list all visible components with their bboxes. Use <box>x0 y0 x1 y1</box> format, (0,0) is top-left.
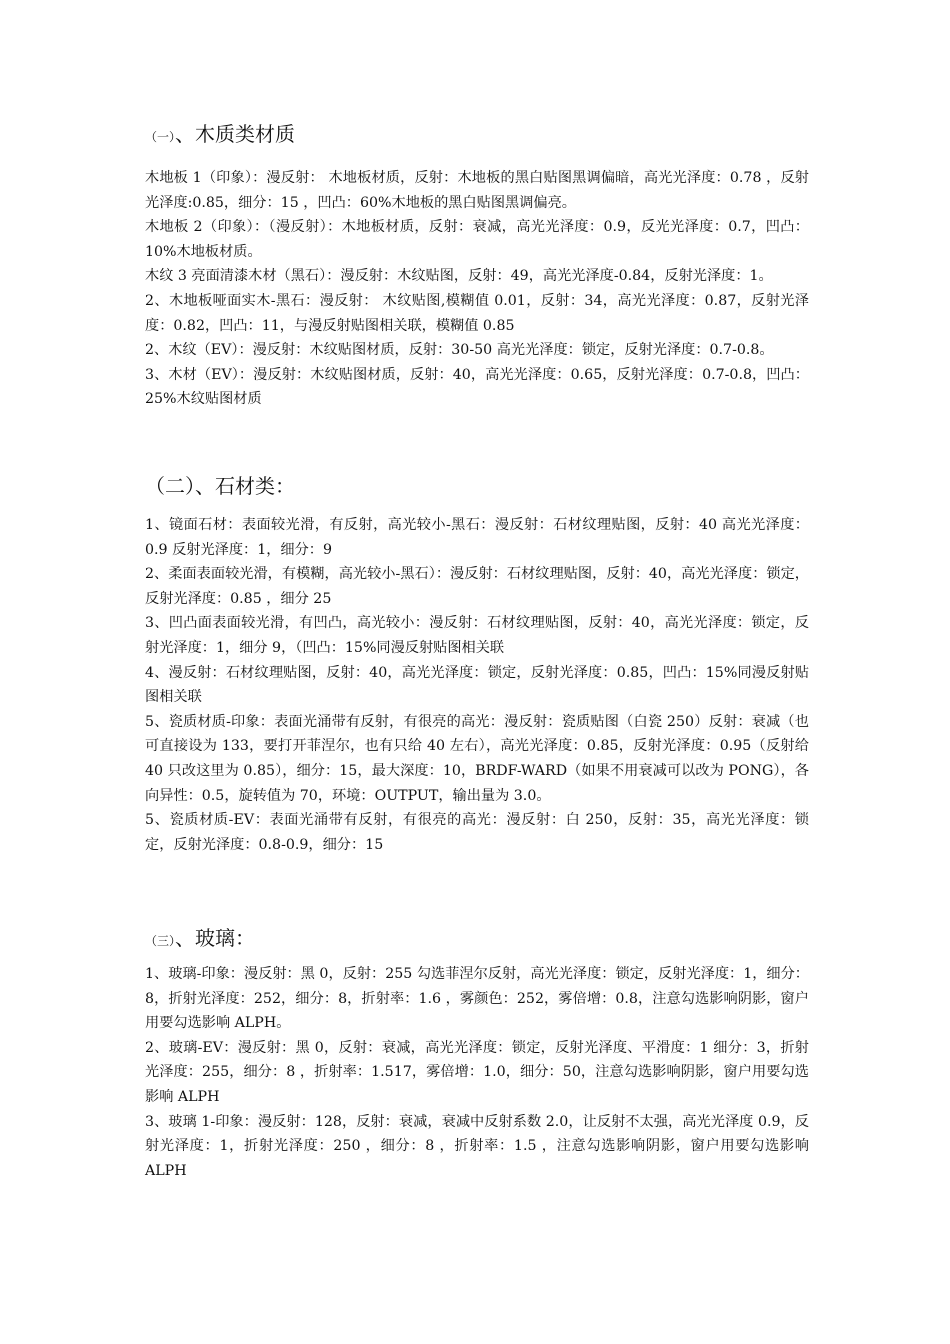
section-heading-stone <box>145 470 295 499</box>
paragraph: 2、柔面表面较光滑，有模糊，高光较小-黑石）：漫反射：石材纹理贴图，反射：40，高光光泽度：锁定，反射光泽度：0.85 ，细分 25 <box>145 566 809 607</box>
heading-number: （一） <box>145 130 176 144</box>
heading-title: 、玻璃： <box>175 926 256 950</box>
paragraph: 木纹 3 亮面清漆木材（黑石）：漫反射：木纹贴图，反射：49，高光光泽度-0.84，反射光泽度：1。 <box>145 268 773 285</box>
paragraph: 4、漫反射：石材纹理贴图，反射：40，高光光泽度：锁定，反射光泽度：0.85，凹凸：15%同漫反射贴图相关联 <box>145 664 809 706</box>
section-body-glass <box>145 962 809 1183</box>
paragraph: 木地板 1（印象）：漫反射： 木地板材质，反射：木地板的黑白贴图黑调偏暗，高光光泽度：0.78 ，反射光泽度:0.85，细分：15 ，凹凸：60%木地板的黑白贴图黑调偏亮。 <box>145 170 809 211</box>
section-heading-wood <box>145 118 295 147</box>
heading-title: 、木质类材质 <box>175 122 296 146</box>
section-body-wood <box>145 166 809 412</box>
paragraph: 2、玻璃-EV：漫反射：黑 0，反射：衰减，高光光泽度：锁定，反射光泽度、平滑度：1 细分：3，折射光泽度：255，细分：8 ，折射率：1.517，雾倍增：1.0，细分：50，注意勾选影响阴影，窗户用要勾选影响 ALPH <box>145 1039 809 1105</box>
heading-title: （二）、石材类： <box>145 474 295 498</box>
paragraph: 1、玻璃-印象：漫反射：黑 0，反射：255 勾选菲涅尔反射，高光光泽度：锁定，反射光泽度：1，细分：8，折射光泽度：252，细分：8，折射率：1.6 ，雾颜色：252，雾倍增：0.8，注意勾选影响阴影，窗户用要勾选影响 ALPH。 <box>145 966 809 1032</box>
paragraph: 2、木地板哑面实木-黑石：漫反射： 木纹贴图,模糊值 0.01，反射：34，高光光泽度：0.87，反射光泽度：0.82，凹凸：11，与漫反射贴图相关联，模糊值 0.85 <box>145 292 809 334</box>
section-body-stone <box>145 513 809 857</box>
paragraph: 3、木材（EV）：漫反射：木纹贴图材质，反射：40，高光光泽度：0.65，反射光泽度：0.7-0.8，凹凸：25%木纹贴图材质 <box>145 366 809 408</box>
heading-number: （三） <box>145 934 176 948</box>
paragraph: 5、瓷质材质-印象：表面光涌带有反射，有很亮的高光：漫反射：瓷质贴图（白瓷 250）反射：衰减（也可直接设为 133，要打开菲涅尔，也有只给 40 左右），高光光泽度：0.85，反射光泽度：0.95（反射给 40 只改这里为 0.85），细分：15，最大深度：10，BRDF-WARD（如果不用衰减可以改为 PONG），各向异性：0.5，旋转值为 70，环境：OUTPUT，输出量为 3.0。 <box>145 713 809 804</box>
paragraph: 5、瓷质材质-EV：表面光涌带有反射，有很亮的高光：漫反射：白 250，反射：35，高光光泽度：锁定，反射光泽度：0.8-0.9，细分：15 <box>145 812 809 853</box>
section-heading-glass <box>145 922 255 951</box>
paragraph: 3、玻璃 1-印象：漫反射：128，反射：衰减，衰减中反射系数 2.0，让反射不太强，高光光泽度 0.9，反射光泽度：1，折射光泽度：250 ，细分：8 ，折射率：1.5 ，注意勾选影响阴影，窗户用要勾选影响 ALPH <box>145 1113 809 1179</box>
paragraph: 2、木纹（EV）：漫反射：木纹贴图材质，反射：30-50 高光光泽度：锁定，反射光泽度：0.7-0.8。 <box>145 342 774 359</box>
paragraph: 木地板 2（印象）：（漫反射）：木地板材质，反射：衰减，高光光泽度：0.9，反光光泽度：0.7，凹凸：10%木地板材质。 <box>145 219 809 260</box>
paragraph: 3、凹凸面表面较光滑，有凹凸，高光较小：漫反射：石材纹理贴图，反射：40，高光光泽度：锁定，反射光泽度：1，细分 9，（凹凸：15%同漫反射贴图相关联 <box>145 615 809 656</box>
paragraph: 1、镜面石材：表面较光滑，有反射，高光较小-黑石：漫反射：石材纹理贴图，反射：40 高光光泽度：0.9 反射光泽度：1，细分：9 <box>145 517 809 558</box>
